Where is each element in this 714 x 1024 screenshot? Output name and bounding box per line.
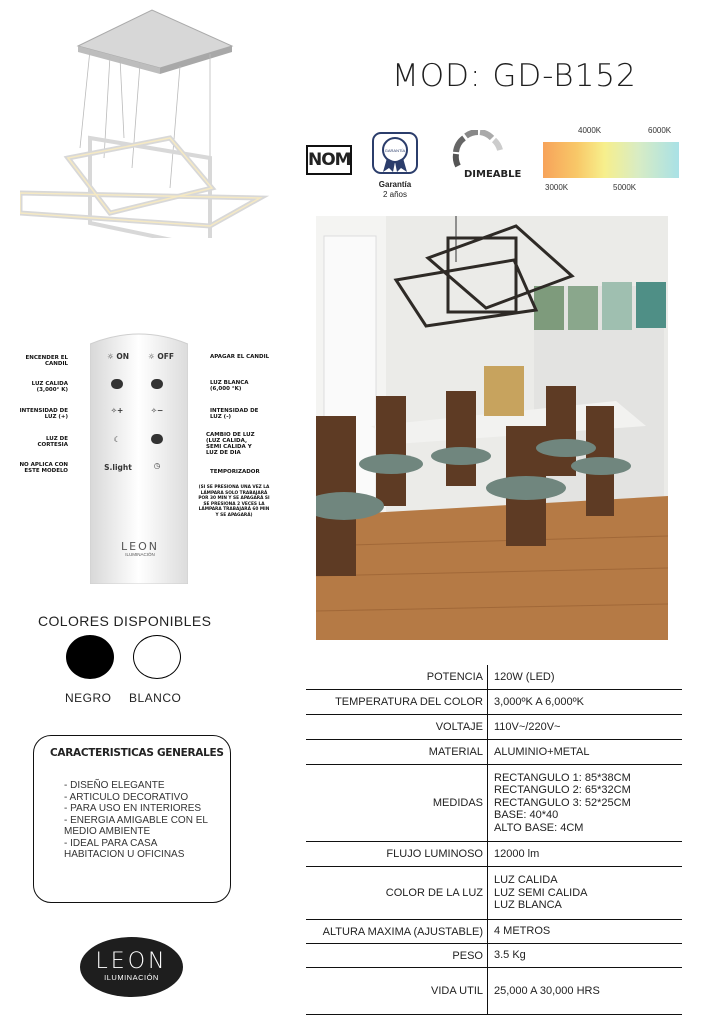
on-button[interactable]: ☼ ON [107, 352, 129, 361]
spec-value-line: LUZ CALIDA [494, 874, 558, 887]
spec-key: PESO [306, 944, 488, 967]
brightness-up-button[interactable]: ✧+ [110, 406, 124, 415]
spec-value-line: 120W (LED) [494, 670, 555, 683]
kelvin-label-5000: 5000K [613, 183, 637, 192]
spec-key: TEMPERATURA DEL COLOR [306, 690, 488, 714]
color-label-black: NEGRO [65, 691, 112, 705]
spec-value-line: ALUMINIO+METAL [494, 745, 590, 758]
spec-key: ALTURA MAXIMA (AJUSTABLE) [306, 920, 488, 943]
kelvin-label-6000: 6000K [648, 126, 672, 135]
kelvin-label-3000: 3000K [545, 183, 569, 192]
spec-value-line: 3,000ºK A 6,000ºK [494, 695, 584, 708]
remote-label-color-change: CAMBIO DE LUZ (LUZ CALIDA, SEMI CALIDA Y LUZ DE DIA [206, 432, 255, 456]
color-swatch-white [133, 635, 181, 679]
spec-value [488, 740, 682, 764]
spec-value-line: 12000 lm [494, 847, 540, 860]
list-item: - DISEÑO ELEGANTE [64, 780, 165, 791]
color-swatch-black [66, 635, 114, 679]
white-light-button[interactable] [142, 379, 172, 389]
spec-key: MATERIAL [306, 740, 488, 764]
spec-value [488, 920, 682, 943]
spec-value-line: 110V~/220V~ [494, 720, 561, 733]
colors-title: COLORES DISPONIBLES [38, 613, 212, 629]
spec-value [488, 715, 682, 739]
brand-logo [80, 937, 183, 997]
spec-value-line: LUZ BLANCA [494, 899, 562, 912]
color-change-icon [151, 434, 163, 444]
remote-brand: LEON [121, 540, 159, 553]
dining-room-photo [316, 216, 668, 640]
off-button[interactable]: ☼ OFF [148, 352, 174, 361]
white-light-icon [151, 379, 163, 389]
spec-value-line: 3.5 Kg [494, 949, 526, 962]
table-row [306, 842, 682, 867]
remote-control [90, 330, 188, 584]
list-item: - IDEAL PARA CASA HABITACION U OFICINAS [64, 837, 185, 860]
night-light-button[interactable]: ☾ [113, 435, 121, 444]
remote-label-not-applicable: NO APLICA CON ESTE MODELO [19, 462, 68, 474]
characteristics-title: CARACTERISTICAS GENERALES [50, 747, 224, 759]
remote-label-white: LUZ BLANCA (6,000 °K) [210, 380, 249, 392]
warm-light-icon [111, 379, 123, 389]
table-row [306, 968, 682, 1015]
dimmable-label: DIMEABLE [464, 169, 522, 180]
spec-key: POTENCIA [306, 665, 488, 689]
spec-value [488, 765, 682, 841]
remote-timer-note: (SI SE PRESIONA UNA VEZ LA LÁMPARA SOLO TRABAJARÁ POR 30 MIN Y SE APAGARÁ SI SE PRESIONA 2 VECES LA LÁMPARA TRABAJARÁ 60 MIN Y SE APAGARÁ) [198, 485, 270, 518]
remote-label-off: APAGAR EL CANDIL [210, 354, 270, 360]
spec-value [488, 690, 682, 714]
table-row [306, 715, 682, 740]
table-row [306, 867, 682, 920]
table-row [306, 765, 682, 842]
timer-button[interactable]: ◷ [153, 461, 161, 470]
table-row [306, 944, 682, 968]
spec-value [488, 944, 682, 967]
slight-button[interactable]: S.light [104, 463, 132, 472]
table-row [306, 690, 682, 715]
remote-label-brightness-up: INTENSIDAD DE LUZ (+) [19, 408, 68, 420]
warranty-seal-icon [372, 132, 418, 178]
brand-logo-sub: ILUMINACIÓN [104, 973, 159, 982]
spec-key: VIDA UTIL [306, 968, 488, 1014]
characteristics-list [64, 780, 219, 861]
spec-value-line: 4 METROS [494, 925, 551, 938]
svg-text:GARANTÍA: GARANTÍA [384, 148, 406, 153]
spec-value [488, 867, 682, 919]
spec-key: FLUJO LUMINOSO [306, 842, 488, 866]
spec-value-line: LUZ SEMI CALIDA [494, 886, 588, 899]
spec-key: VOLTAJE [306, 715, 488, 739]
spec-value [488, 842, 682, 866]
kelvin-label-4000: 4000K [578, 126, 602, 135]
list-item: - ENERGIA AMIGABLE CON EL MEDIO AMBIENTE [64, 814, 208, 837]
spec-value-line: BASE: 40*40 [494, 809, 559, 822]
table-row [306, 740, 682, 765]
warranty-label: Garantía 2 años [378, 180, 412, 199]
lamp-product-image [20, 8, 270, 238]
spec-value-line: 25,000 A 30,000 HRS [494, 984, 600, 997]
spec-value-line: ALTO BASE: 4CM [494, 821, 584, 834]
list-item: - ARTICULO DECORATIVO [64, 791, 189, 803]
spec-value [488, 665, 682, 689]
nom-certification-badge: NOM [306, 145, 352, 175]
brightness-down-button[interactable]: ✧− [150, 406, 164, 415]
remote-label-warm: LUZ CALIDA (3,000° K) [31, 381, 68, 393]
warm-light-button[interactable] [102, 379, 132, 389]
spec-key: MEDIDAS [306, 765, 488, 841]
spec-key: COLOR DE LA LUZ [306, 867, 488, 919]
specs-table [306, 665, 682, 1015]
table-row [306, 665, 682, 690]
color-temperature-spectrum [543, 142, 679, 178]
model-title: MOD: GD-B152 [392, 58, 637, 94]
spec-value-line: RECTANGULO 2: 65*32CM [494, 784, 631, 797]
spec-value-line: RECTANGULO 1: 85*38CM [494, 771, 631, 784]
color-label-white: BLANCO [129, 691, 182, 705]
brand-logo-name: LEON [95, 949, 168, 974]
spec-value-line: RECTANGULO 3: 52*25CM [494, 796, 631, 809]
remote-brand-sub: ILUMINACIÓN [125, 552, 155, 557]
remote-label-timer: TEMPORIZADOR [210, 469, 260, 475]
list-item: - PARA USO EN INTERIORES [64, 803, 202, 814]
remote-label-on: ENCENDER EL CANDIL [25, 355, 68, 367]
spec-value [488, 968, 682, 1014]
color-change-button[interactable] [142, 434, 172, 444]
remote-label-courtesy: LUZ DE CORTESIA [37, 436, 68, 448]
table-row [306, 920, 682, 944]
remote-label-brightness-down: INTENSIDAD DE LUZ (-) [210, 408, 259, 420]
